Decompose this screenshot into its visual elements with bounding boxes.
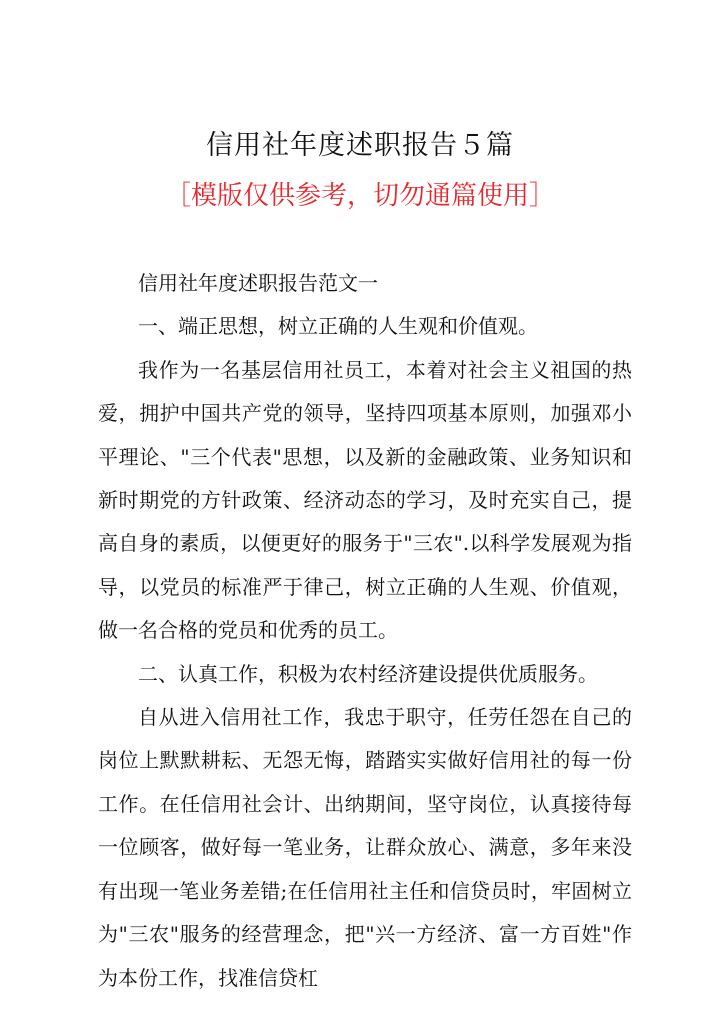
template-disclaimer: ［模版仅供参考，切勿通篇使用］ xyxy=(164,181,555,211)
document-body xyxy=(98,262,632,1000)
paragraph: 自从进入信用社工作，我忠于职守，任劳任怨在自己的岗位上默默耕耘、无怨无悔，踏踏实实做好信用社的每一份工作。在任信用社会计、出纳期间，坚守岗位，认真接待每一位顾客，做好每一笔业务，让群众放心、满意，多年来没有出现一笔业务差错;在任信用社主任和信贷员时，牢固树立为"三农"服务的经营理念，把"兴一方经济、富一方百姓"作为本份工作，找准信贷杠 xyxy=(98,705,632,990)
paragraph-heading-2: 二、认真工作，积极为农村经济建设提供优质服务。 xyxy=(138,661,598,686)
paragraph: 我作为一名基层信用社员工，本着对社会主义祖国的热爱，拥护中国共产党的领导，坚持四项基本原则，加强邓小平理论、"三个代表"思想，以及新的金融政策、业务知识和新时期党的方针政策、经济动态的学习，及时充实自己，提高自身的素质，以便更好的服务于"三农".以科学发展观为指导，以党员的标准严于律己，树立正确的人生观、价值观，做一名合格的党员和优秀的员工。 xyxy=(98,357,632,643)
document-title: 信用社年度述职报告５篇 xyxy=(206,130,514,161)
section-heading: 信用社年度述职报告范文一 xyxy=(138,271,378,295)
paragraph-heading-1: 一、端正思想，树立正确的人生观和价值观。 xyxy=(138,314,538,339)
